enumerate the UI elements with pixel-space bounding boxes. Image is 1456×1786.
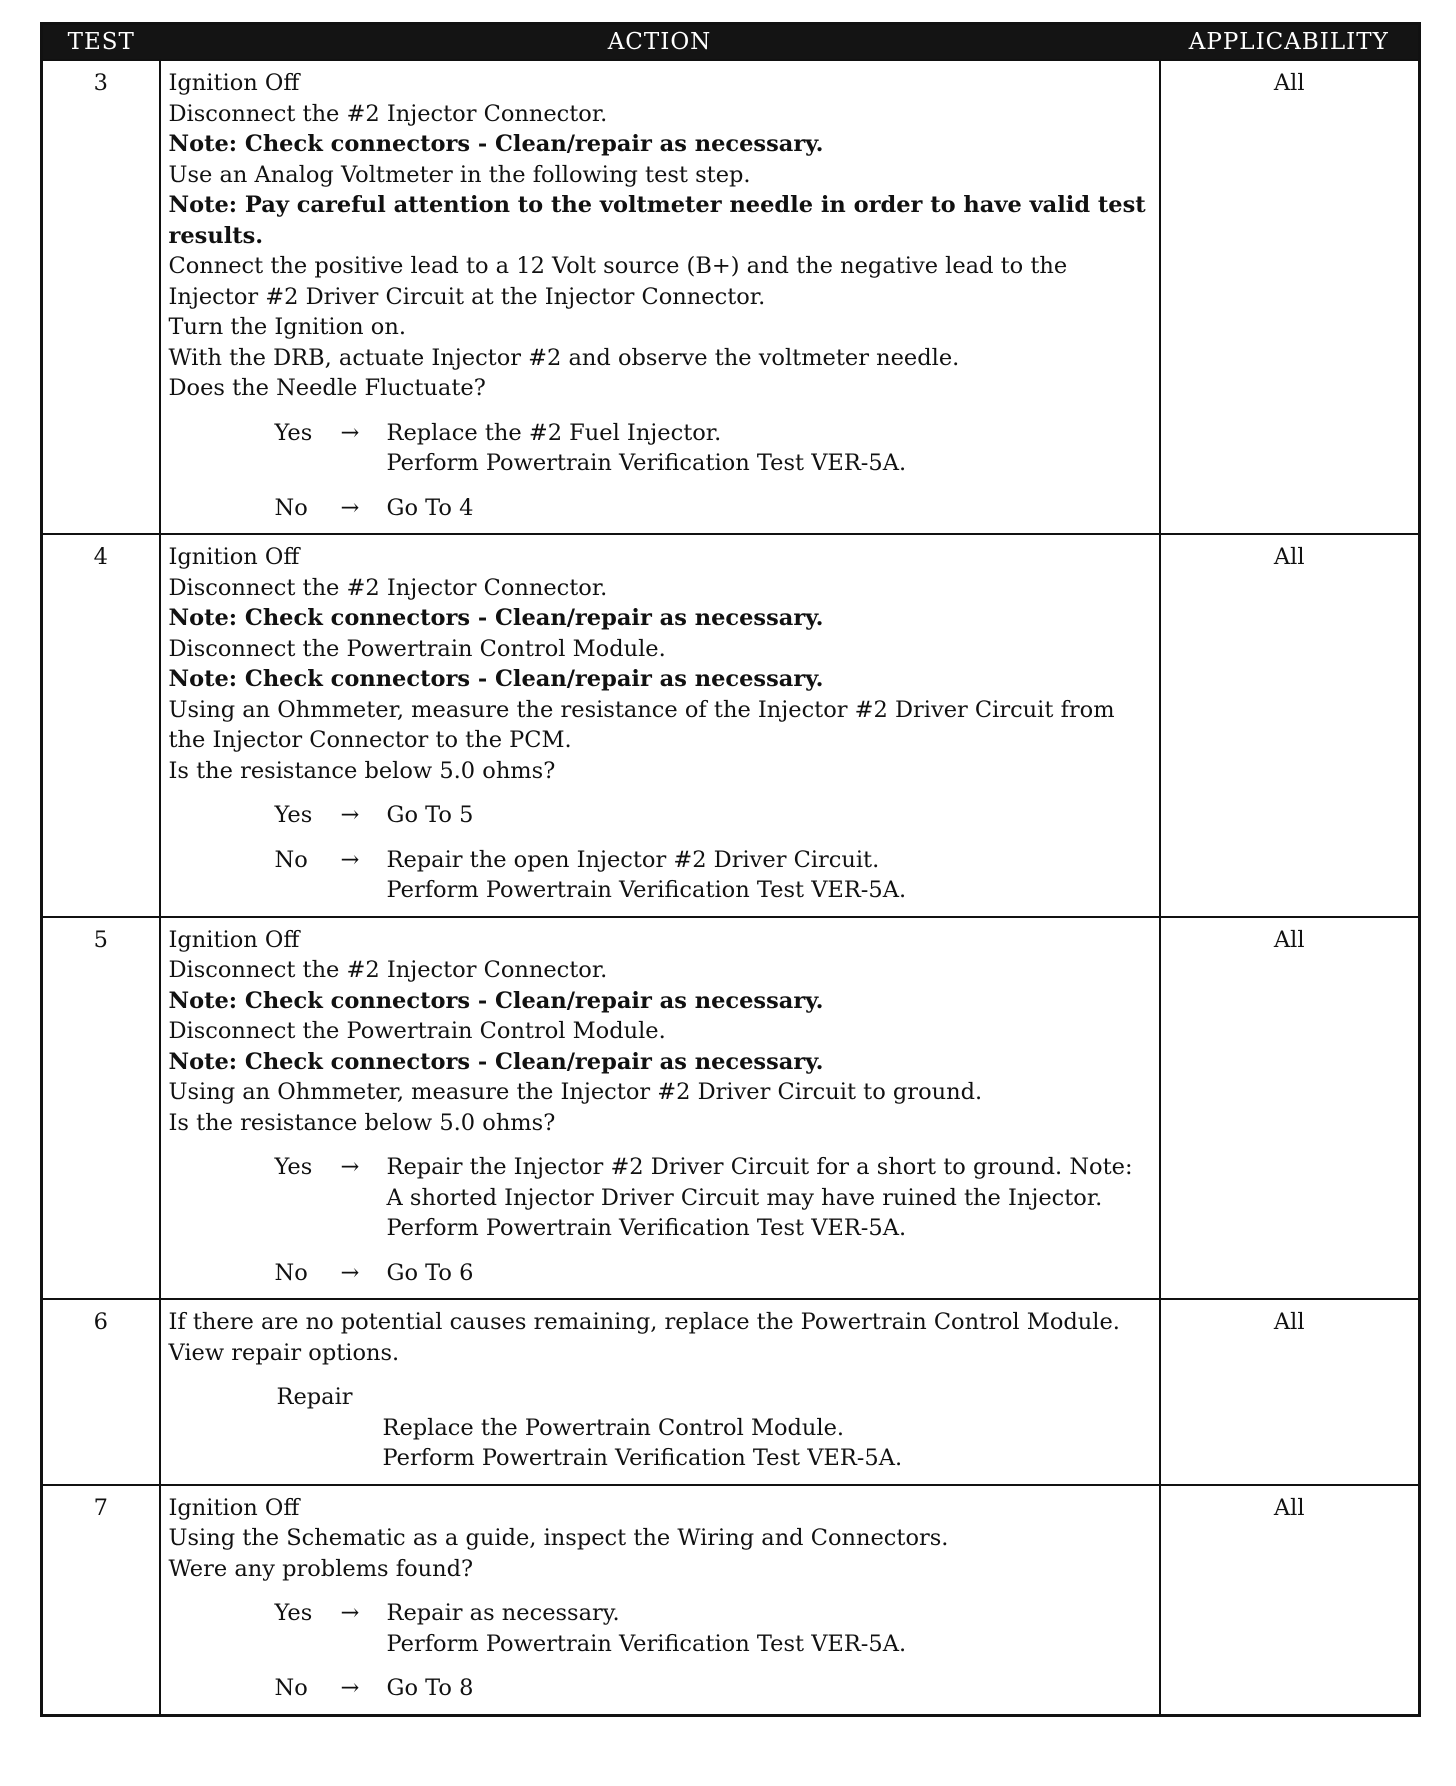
action-note: Note: Check connectors - Clean/repair as necessary. — [168, 131, 824, 157]
action-step: With the DRB, actuate Injector #2 and observe the voltmeter needle. — [168, 344, 960, 371]
action-cell — [160, 917, 1160, 1300]
result-line: Perform Powertrain Verification Test VER-5A. — [386, 450, 907, 476]
table-row — [42, 1299, 1420, 1485]
table-row — [42, 60, 1420, 534]
action-cell — [160, 534, 1160, 917]
no-label: No — [274, 1259, 308, 1286]
yes-label: Yes — [274, 1600, 313, 1626]
test-number: 5 — [42, 917, 160, 1300]
yes-result — [387, 1598, 1153, 1659]
action-step: Disconnect the #2 Injector Connector. — [168, 574, 608, 601]
action-step: Disconnect the Powertrain Control Module. — [168, 1018, 666, 1044]
action-step: Ignition Off — [168, 1494, 300, 1521]
yes-label: Yes — [274, 802, 313, 828]
action-note: Note: Check connectors - Clean/repair as necessary. — [168, 605, 824, 631]
action-cell — [160, 1485, 1160, 1716]
header-test: TEST — [42, 24, 160, 61]
test-procedure-table — [40, 22, 1421, 1717]
action-step: View repair options. — [168, 1339, 400, 1366]
header-row — [42, 24, 1420, 61]
applicability-cell: All — [1160, 917, 1420, 1300]
no-response — [275, 1673, 1153, 1704]
action-note: Note: Check connectors - Clean/repair as necessary. — [168, 1048, 824, 1075]
action-step: Turn the Ignition on. — [168, 314, 406, 340]
no-label: No — [274, 1675, 308, 1701]
action-cell — [160, 60, 1160, 534]
no-response — [275, 493, 1153, 524]
test-number: 3 — [42, 60, 160, 534]
result-line: Go To 8 — [386, 1675, 474, 1701]
no-result — [387, 1258, 1153, 1289]
repair-options — [277, 1382, 1153, 1474]
table-row — [42, 534, 1420, 917]
result-line: Go To 4 — [386, 494, 474, 521]
action-step: Ignition Off — [168, 926, 300, 953]
arrow-right-icon: → — [340, 1600, 360, 1626]
repair-step: Perform Powertrain Verification Test VER-5A. — [382, 1445, 903, 1471]
yes-label: Yes — [274, 419, 313, 446]
action-step: Disconnect the #2 Injector Connector. — [168, 100, 608, 127]
action-step: Using an Ohmmeter, measure the resistance of the Injector #2 Driver Circuit from the Injector Connector to the PCM. — [168, 696, 1115, 753]
yes-result — [387, 1152, 1153, 1244]
yes-result — [387, 800, 1153, 831]
yes-response — [275, 418, 1153, 479]
action-step: Using an Ohmmeter, measure the Injector #2 Driver Circuit to ground. — [168, 1079, 983, 1105]
yes-result — [387, 418, 1153, 479]
result-line: Replace the #2 Fuel Injector. — [386, 419, 722, 446]
applicability-cell: All — [1160, 534, 1420, 917]
result-line: Go To 5 — [386, 802, 474, 828]
arrow-right-icon: → — [340, 846, 360, 873]
no-result — [387, 493, 1153, 524]
arrow-right-icon: → — [340, 494, 360, 521]
no-response — [275, 845, 1153, 906]
action-step: If there are no potential causes remaining, replace the Powertrain Control Module. — [168, 1309, 1120, 1335]
applicability-cell: All — [1160, 60, 1420, 534]
table-row — [42, 917, 1420, 1300]
action-step: Disconnect the Powertrain Control Module. — [168, 635, 666, 662]
table-row — [42, 1485, 1420, 1716]
result-line: Repair the Injector #2 Driver Circuit for a short to ground. Note: A shorted Injector Driver Circuit may have ruined the Injector. — [386, 1154, 1133, 1211]
action-step: Disconnect the #2 Injector Connector. — [168, 957, 608, 983]
no-label: No — [274, 846, 308, 873]
result-line: Repair as necessary. — [386, 1600, 620, 1626]
action-step: Ignition Off — [168, 70, 300, 96]
test-number: 4 — [42, 534, 160, 917]
no-result — [387, 1673, 1153, 1704]
arrow-right-icon: → — [340, 1154, 360, 1180]
arrow-right-icon: → — [340, 419, 360, 446]
action-step: Connect the positive lead to a 12 Volt source (B+) and the negative lead to the Injector #2 Driver Circuit at the Injector Connector. — [168, 253, 1068, 310]
result-line: Perform Powertrain Verification Test VER-5A. — [386, 877, 907, 903]
action-note: Note: Pay careful attention to the voltmeter needle in order to have valid test results. — [168, 192, 1146, 249]
no-result — [387, 845, 1153, 906]
test-number: 7 — [42, 1485, 160, 1716]
result-line: Go To 6 — [386, 1259, 474, 1286]
yes-response — [275, 800, 1153, 831]
header-applicability: APPLICABILITY — [1160, 24, 1420, 61]
arrow-right-icon: → — [340, 802, 360, 828]
result-line: Perform Powertrain Verification Test VER-5A. — [386, 1630, 907, 1657]
action-step: Use an Analog Voltmeter in the following test step. — [168, 161, 751, 188]
action-note: Note: Check connectors - Clean/repair as necessary. — [168, 666, 824, 692]
action-step: Is the resistance below 5.0 ohms? — [168, 1109, 556, 1136]
result-line: Repair the open Injector #2 Driver Circuit. — [386, 846, 880, 873]
action-step: Using the Schematic as a guide, inspect the Wiring and Connectors. — [168, 1525, 949, 1551]
arrow-right-icon: → — [340, 1259, 360, 1286]
action-step: Were any problems found? — [168, 1555, 474, 1582]
yes-label: Yes — [274, 1154, 313, 1180]
test-number: 6 — [42, 1299, 160, 1485]
result-line: Perform Powertrain Verification Test VER-5A. — [386, 1215, 907, 1241]
applicability-cell: All — [1160, 1485, 1420, 1716]
no-response — [275, 1258, 1153, 1289]
table-body — [42, 60, 1420, 1715]
applicability-cell: All — [1160, 1299, 1420, 1485]
yes-response — [275, 1598, 1153, 1659]
arrow-right-icon: → — [340, 1675, 360, 1701]
repair-step: Replace the Powertrain Control Module. — [382, 1414, 845, 1441]
repair-steps — [383, 1413, 1153, 1474]
action-note: Note: Check connectors - Clean/repair as necessary. — [168, 987, 824, 1014]
header-action: ACTION — [160, 24, 1160, 61]
yes-response — [275, 1152, 1153, 1244]
action-step: Is the resistance below 5.0 ohms? — [168, 757, 556, 784]
repair-label: Repair — [276, 1384, 353, 1410]
action-cell — [160, 1299, 1160, 1485]
action-step: Ignition Off — [168, 544, 300, 570]
action-step: Does the Needle Fluctuate? — [168, 375, 486, 401]
no-label: No — [274, 494, 308, 521]
